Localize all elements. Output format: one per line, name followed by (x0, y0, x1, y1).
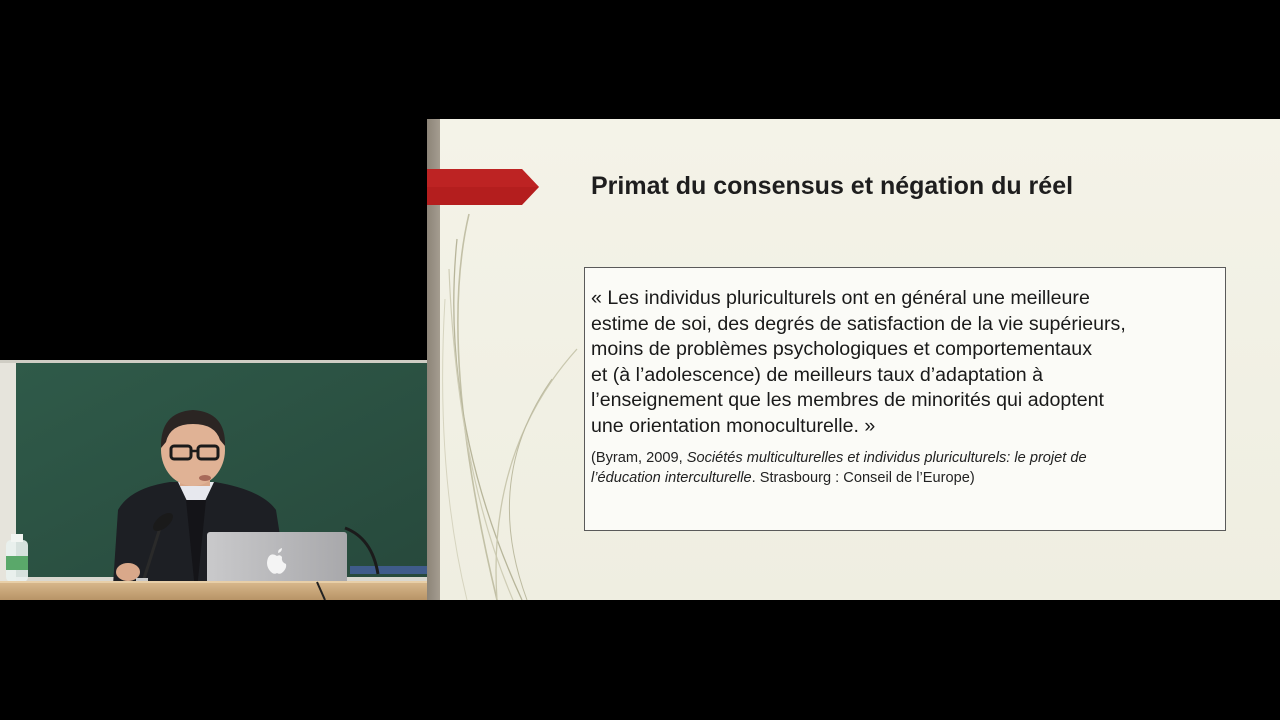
citation-title-part2: l’éducation interculturelle (591, 470, 752, 487)
speaker-scene (0, 360, 427, 600)
citation-line-1 (591, 448, 1219, 469)
chalk-tray (350, 566, 427, 574)
speaker-camera-feed (0, 360, 427, 600)
slide-title: Primat du consensus et négation du réel (591, 172, 1074, 200)
title-marker-arrow (427, 169, 540, 205)
quote-line: « Les individus pluriculturels ont en général une meilleure (591, 287, 1090, 309)
quote-line: l’enseignement que les membres de minorités qui adoptent (591, 389, 1104, 412)
presentation-slide (427, 119, 1280, 600)
quote-line: une orientation monoculturelle. » (591, 414, 876, 437)
water-bottle (6, 534, 28, 582)
quote-line: et (à l’adolescence) de meilleurs taux d’adaptation à (591, 363, 1044, 386)
quote-text (591, 286, 1219, 440)
quote-line: moins de problèmes psychologiques et comportementaux (591, 338, 1092, 361)
citation-prefix: (Byram, 2009, (591, 449, 687, 466)
citation-title-part1: Sociétés multiculturelles et individus pluriculturels: le projet de (686, 449, 1087, 466)
citation-suffix: . Strasbourg : Conseil de l’Europe) (751, 470, 975, 487)
quote-line: estime de soi, des degrés de satisfaction de la vie supérieurs, (591, 312, 1126, 335)
quote-box (584, 267, 1226, 531)
desk (0, 582, 427, 600)
citation-line-2 (591, 468, 1219, 489)
citation (591, 448, 1219, 489)
laptop (205, 532, 351, 588)
